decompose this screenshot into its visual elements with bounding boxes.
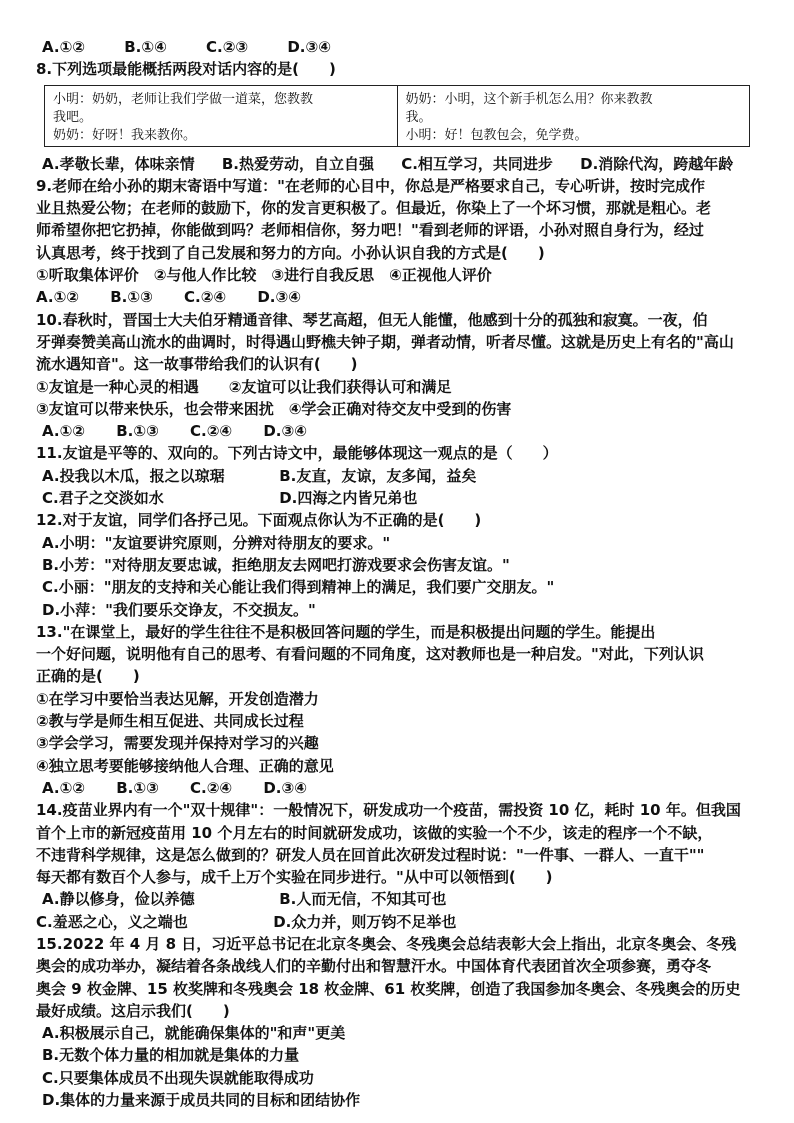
q9-stem-line: 业且热爱公物；在老师的鼓励下，你的发言更积极了。但最近，你染上了一个坏习惯，那就是粗心。老 (36, 199, 712, 218)
q8-stem: 8.下列选项最能概括两段对话内容的是( ) (36, 60, 336, 79)
q7-option-c[interactable]: C.②③ (206, 38, 249, 56)
q10-stem-line: 10.春秋时，晋国士大夫伯牙精通音律、琴艺高超，但无人能懂，他感到十分的孤独和寂寞。一夜，伯 (36, 310, 708, 329)
q7-option-d[interactable]: D.③④ (287, 38, 331, 56)
q15-option-b[interactable]: B.无数个体力量的相加就是集体的力量 (42, 1046, 300, 1065)
q13-statement: ①在学习中要恰当表达见解，开发创造潜力 (36, 689, 319, 708)
q13-stem-line: 13."在课堂上，最好的学生往往不是积极回答问题的学生，而是积极提出问题的学生。能提出 (36, 622, 656, 641)
q14-stem-line: 每天都有数百个人参与，成千上万个实验在同步进行。"从中可以领悟到( ) (36, 868, 553, 887)
q8-option-d[interactable]: D.消除代沟，跨越年龄 (580, 154, 734, 173)
q14-stem-line: 首个上市的新冠疫苗用 10 个月左右的时间就研发成功，该做的实验一个不少，该走的程序一个不缺， (36, 823, 713, 842)
q8-options (36, 153, 758, 175)
q15-stem-line: 奥会的成功举办，凝结着各条战线人们的辛勤付出和智慧汗水。中国体育代表团首次全项参赛，勇夺冬 (36, 957, 712, 976)
q10-statement: ①友谊是一种心灵的相遇 ②友谊可以让我们获得认可和满足 (36, 377, 452, 396)
dialog-line: 小明：奶奶，老师让我们学做一道菜，您教教 (53, 91, 314, 107)
q14-option-d[interactable]: D.众力并，则万钧不足举也 (273, 912, 457, 931)
q11-options-row2 (36, 487, 758, 509)
q8-dialog-left (45, 86, 397, 146)
q10-statement: ③友谊可以带来快乐，也会带来困扰 ④学会正确对待交友中受到的伤害 (36, 399, 512, 418)
dialog-line: 奶奶：好呀！我来教你。 (53, 127, 197, 143)
q14-options-row2 (36, 911, 758, 933)
q13-statement: ③学会学习，需要发现并保持对学习的兴趣 (36, 734, 319, 753)
q9-option-b[interactable]: B.①③ (110, 288, 153, 307)
q11-option-d[interactable]: D.四海之内皆兄弟也 (279, 489, 418, 508)
q12-option-d[interactable]: D.小萍："我们要乐交诤友，不交损友。" (42, 600, 316, 619)
q8-dialog-right (397, 86, 750, 146)
q9-stem-line: 认真思考，终于找到了自己发展和努力的方向。小孙认识自我的方式是( ) (36, 243, 545, 262)
q15-stem-line: 15.2022 年 4 月 8 日，习近平总书记在北京冬奥会、冬残奥会总结表彰大会上指出，北京冬奥会、冬残 (36, 934, 737, 953)
q10-option-c[interactable]: C.②④ (190, 422, 233, 441)
q14-option-a[interactable]: A.静以修身，俭以养德 (42, 890, 195, 909)
q8-dialog-table (44, 85, 750, 147)
q15-option-d[interactable]: D.集体的力量来源于成员共同的目标和团结协作 (42, 1091, 361, 1110)
q11-option-a[interactable]: A.投我以木瓜，报之以琼琚 (42, 466, 225, 485)
q9-stem-line: 9.老师在给小孙的期末寄语中写道："在老师的心目中，你总是严格要求自己，专心听讲，按时完成作 (36, 176, 705, 195)
q12-option-c[interactable]: C.小丽："朋友的支持和关心能让我们得到精神上的满足，我们要广交朋友。" (42, 578, 555, 597)
q13-statement: ②教与学是师生相互促进、共同成长过程 (36, 712, 304, 731)
q15-option-a[interactable]: A.积极展示自己，就能确保集体的"和声"更美 (42, 1024, 346, 1043)
q15-option-c[interactable]: C.只要集体成员不出现失误就能取得成功 (42, 1068, 314, 1087)
q7-options (36, 36, 758, 58)
q10-stem-line: 牙弹奏赞美高山流水的曲调时，时得遇山野樵夫钟子期，弹者动情，听者尽懂。这就是历史上有名的"高山 (36, 332, 734, 351)
q10-option-a[interactable]: A.①② (42, 422, 85, 441)
q13-option-b[interactable]: B.①③ (116, 778, 159, 797)
dialog-line: 小明：好！包教包会，免学费。 (405, 127, 588, 143)
q9-option-d[interactable]: D.③④ (257, 288, 301, 307)
q11-option-c[interactable]: C.君子之交淡如水 (42, 489, 164, 508)
q12-option-a[interactable]: A.小明："友谊要讲究原则，分辨对待朋友的要求。" (42, 533, 391, 552)
q13-option-a[interactable]: A.①② (42, 778, 85, 797)
q11-options-row1 (36, 465, 758, 487)
q10-option-b[interactable]: B.①③ (116, 422, 159, 441)
q13-option-c[interactable]: C.②④ (190, 778, 233, 797)
q11-stem: 11.友谊是平等的、双向的。下列古诗文中，最能够体现这一观点的是（ ） (36, 444, 558, 463)
q14-stem-line: 14.疫苗业界内有一个"双十规律"：一般情况下，研发成功一个疫苗，需投资 10 亿，耗时 10 年。但我国 (36, 801, 741, 820)
q8-option-b[interactable]: B.热爱劳动，自立自强 (221, 154, 374, 173)
q12-option-b[interactable]: B.小芳："对待朋友要忠诚，拒绝朋友去网吧打游戏要求会伤害友谊。" (42, 555, 510, 574)
q7-option-a[interactable]: A.①② (42, 38, 85, 56)
q9-option-c[interactable]: C.②④ (184, 288, 227, 307)
q13-options (36, 777, 758, 799)
q10-option-d[interactable]: D.③④ (263, 422, 307, 441)
q14-options-row1 (36, 888, 758, 910)
q15-stem-line: 奥会 9 枚金牌、15 枚奖牌和冬残奥会 18 枚金牌、61 枚奖牌，创造了我国参加冬奥会、冬残奥会的历史 (36, 979, 741, 998)
q13-statement: ④独立思考要能够接纳他人合理、正确的意见 (36, 756, 334, 775)
q12-stem: 12.对于友谊，同学们各抒己见。下面观点你认为不正确的是( ) (36, 511, 482, 530)
q13-stem-line: 正确的是( ) (36, 667, 140, 686)
q9-statements: ①听取集体评价 ②与他人作比较 ③进行自我反思 ④正视他人评价 (36, 266, 492, 285)
q15-stem-line: 最好成绩。这启示我们( ) (36, 1001, 230, 1020)
q14-option-c[interactable]: C.羞恶之心，义之端也 (36, 912, 188, 931)
dialog-line: 奶奶：小明，这个新手机怎么用？你来教教 (405, 91, 653, 107)
q8-option-a[interactable]: A.孝敬长辈，体味亲情 (42, 154, 195, 173)
q13-stem-line: 一个好问题，说明他有自己的思考、有看问题的不同角度，这对教师也是一种启发。"对此，下列认识 (36, 645, 704, 664)
exam-page (36, 36, 758, 1111)
q8-option-c[interactable]: C.相互学习，共同进步 (401, 154, 553, 173)
dialog-line: 我吧。 (53, 109, 93, 125)
q9-option-a[interactable]: A.①② (36, 288, 79, 307)
q7-option-b[interactable]: B.①④ (124, 38, 167, 56)
q9-options (36, 286, 758, 308)
q14-option-b[interactable]: B.人而无信，不知其可也 (279, 890, 447, 909)
q11-option-b[interactable]: B.友直，友谅，友多闻，益矣 (279, 466, 477, 485)
q13-option-d[interactable]: D.③④ (263, 778, 307, 797)
q14-stem-line: 不违背科学规律，这是怎么做到的？研发人员在回首此次研发过程时说："一件事、一群人、一直干"" (36, 845, 705, 864)
q9-stem-line: 师希望你把它扔掉，你能做到吗？老师相信你，努力吧！"看到老师的评语，小孙对照自身行为，经过 (36, 221, 704, 240)
q10-options (36, 420, 758, 442)
dialog-line: 我。 (405, 109, 432, 125)
q10-stem-line: 流水遇知音"。这一故事带给我们的认识有( ) (36, 355, 358, 374)
